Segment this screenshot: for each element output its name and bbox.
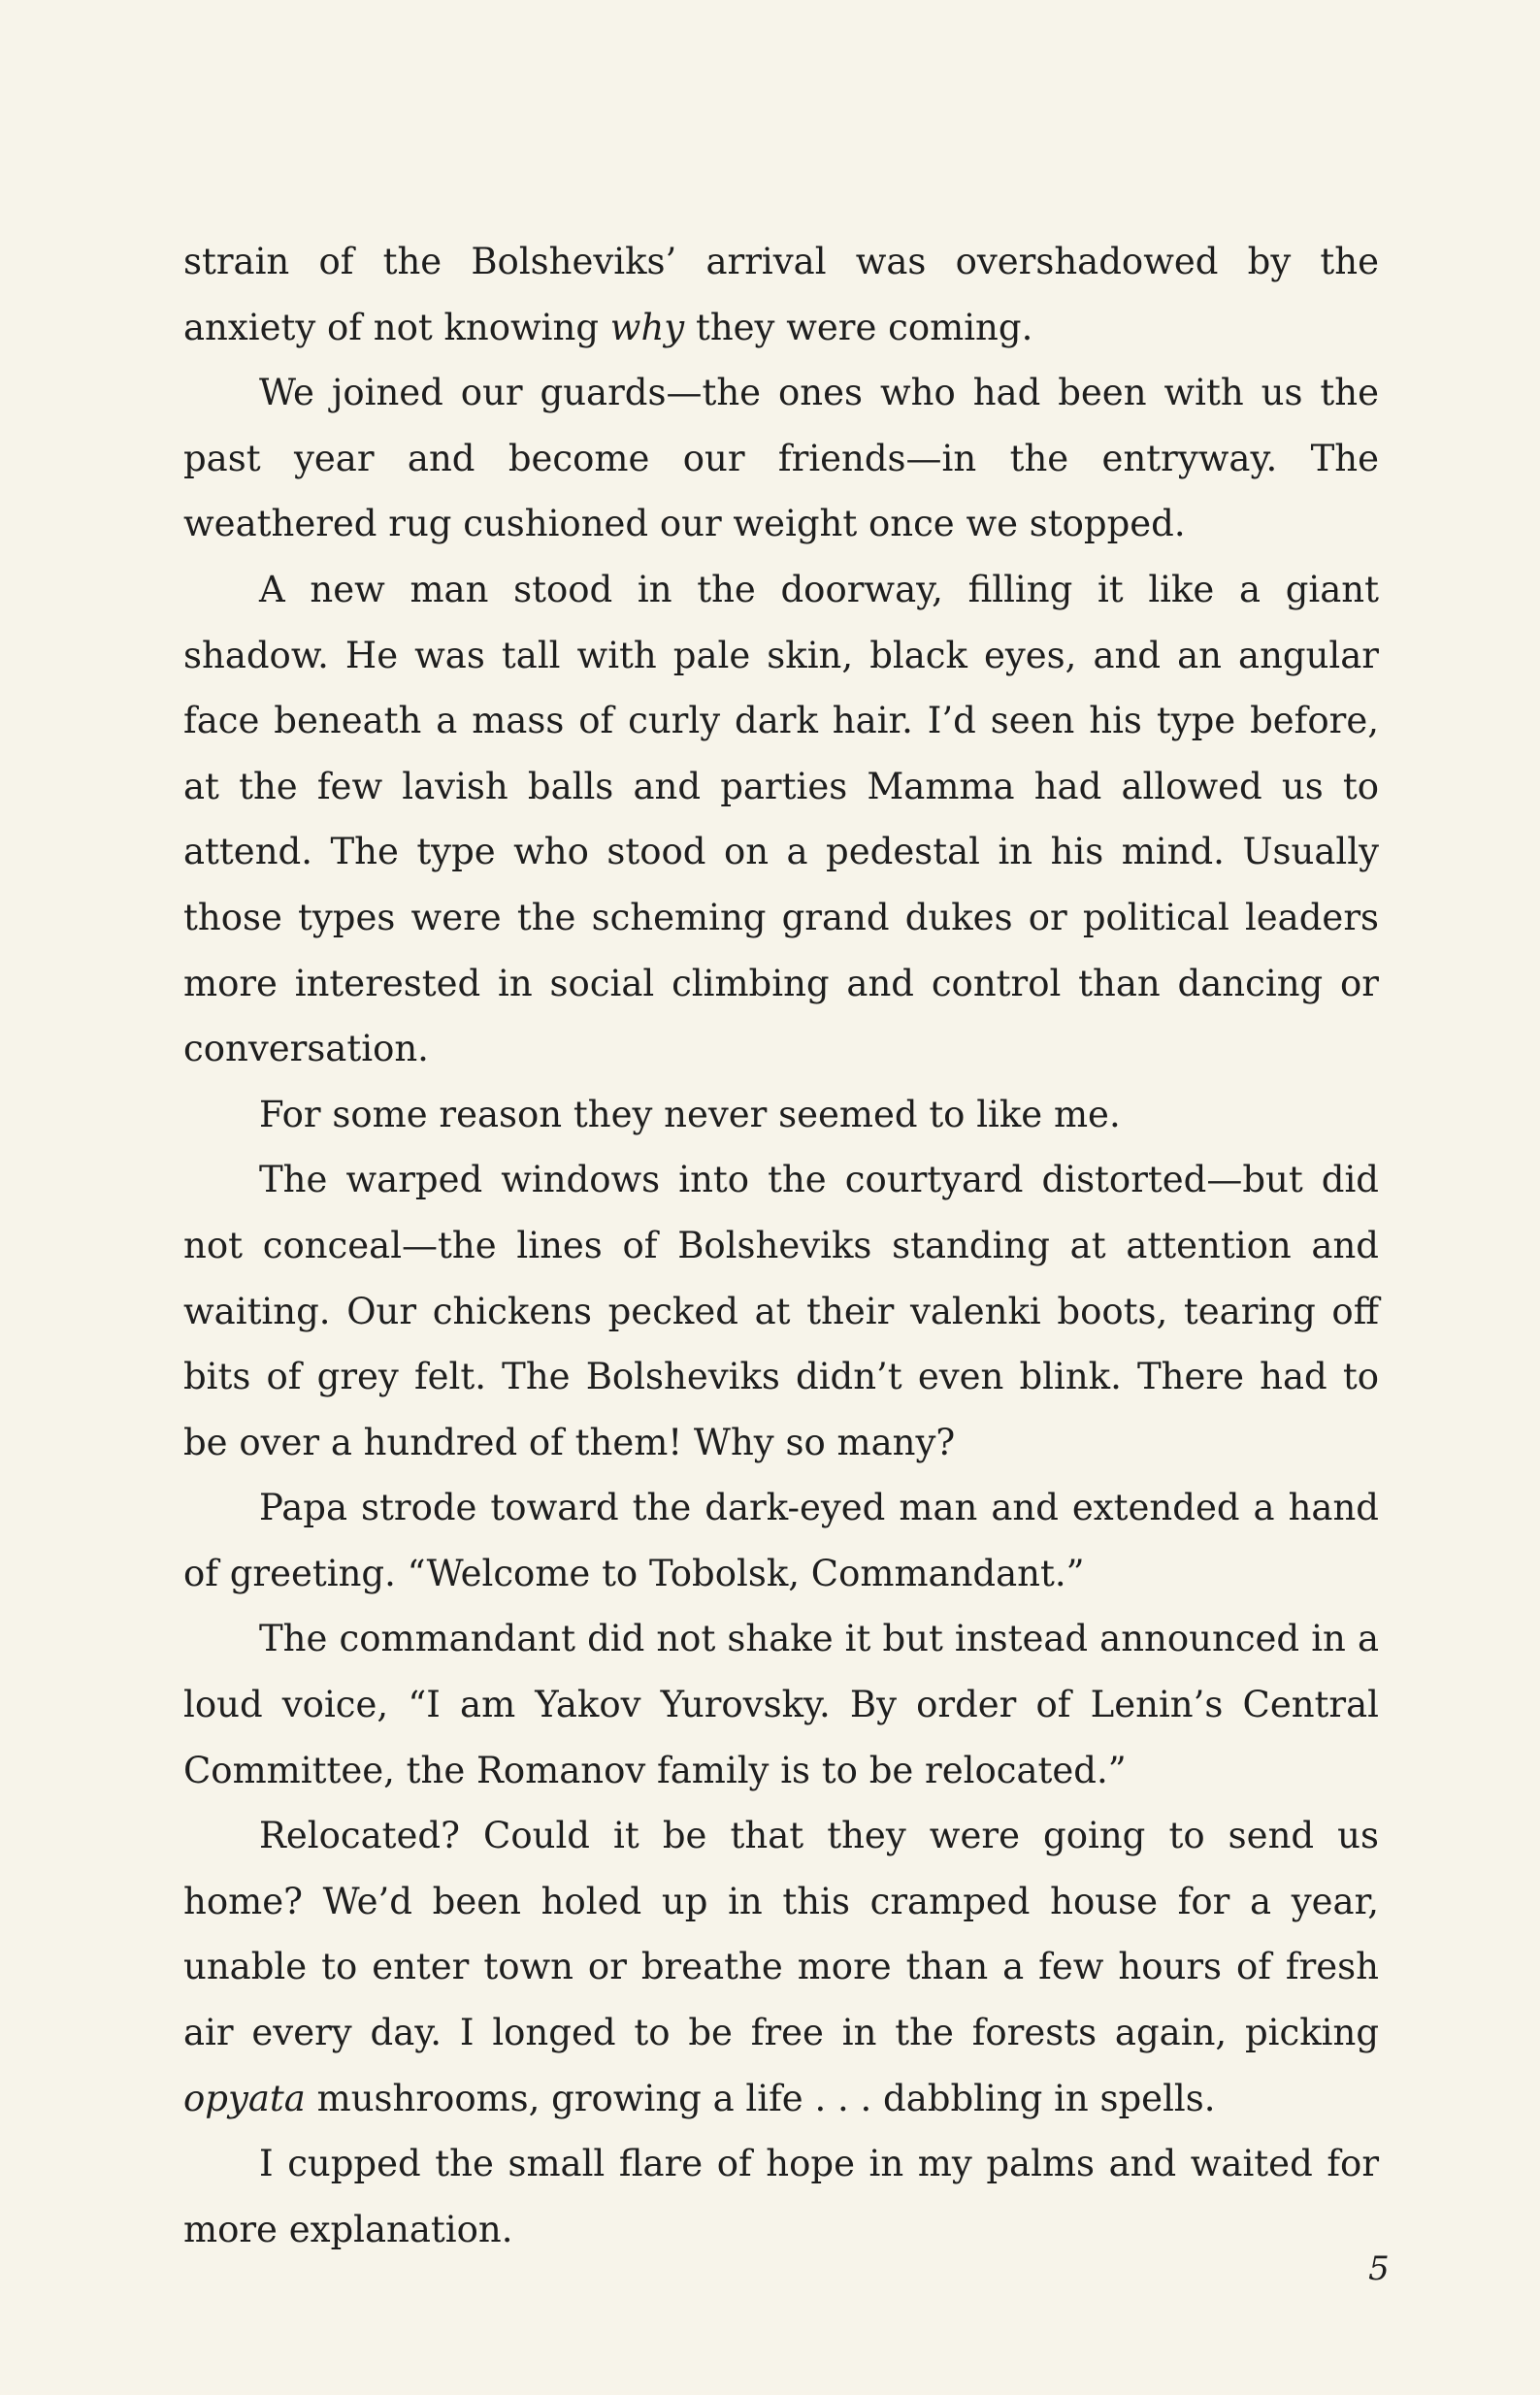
paragraph-9: I cupped the small flare of hope in my palms and waited for more explanation. — [183, 2143, 1379, 2250]
paragraph-1: strain of the Bolsheviks’ arrival was overshadowed by the anxiety of not knowing why they were coming. — [183, 241, 1379, 348]
paragraph-5: The warped windows into the courtyard distorted—but did not conceal—the lines of Bolsheviks standing at attention and waiting. Our chickens pecked at their valenki boots, tearing off bits of grey felt. The Bolsheviks didn’t even blink. There had to be over a hundred of them! Why so many? — [183, 1159, 1379, 1463]
paragraph-4: For some reason they never seemed to like me. — [259, 1093, 1121, 1135]
emphasis-opyata: opyata — [183, 2077, 306, 2119]
emphasis-why: why — [609, 306, 685, 348]
paragraph-6: Papa strode toward the dark-eyed man and extended a hand of greeting. “Welcome to Tobolsk, Commandant.” — [183, 1487, 1379, 1594]
paragraph-3: A new man stood in the doorway, filling it like a giant shadow. He was tall with pale skin, black eyes, and an angular face beneath a mass of curly dark hair. I’d seen his type before, at the few lavish balls and parties Mamma had allowed us to attend. The type who stood on a pedestal in his mind. Usually those types were the scheming grand dukes or political leaders more interested in social climbing and control than dancing or conversation. — [183, 568, 1379, 1070]
paragraph-8: Relocated? Could it be that they were going to send us home? We’d been holed up in this cramped house for a year, unable to enter town or breathe more than a few hours of fresh air every day. I longed to be free in the forests again, picking opyata mushrooms, growing a life . . . dabbling in spells. — [183, 1815, 1379, 2119]
body-text — [183, 229, 1379, 2262]
paragraph-7: The commandant did not shake it but instead announced in a loud voice, “I am Yakov Yurovsky. By order of Lenin’s Central Committee, the Romanov family is to be relocated.” — [183, 1618, 1379, 1791]
paragraph-2: We joined our guards—the ones who had been with us the past year and become our friends—in the entryway. The weathered rug cushioned our weight once we stopped. — [183, 372, 1379, 545]
page-number: 5 — [1368, 2249, 1390, 2288]
